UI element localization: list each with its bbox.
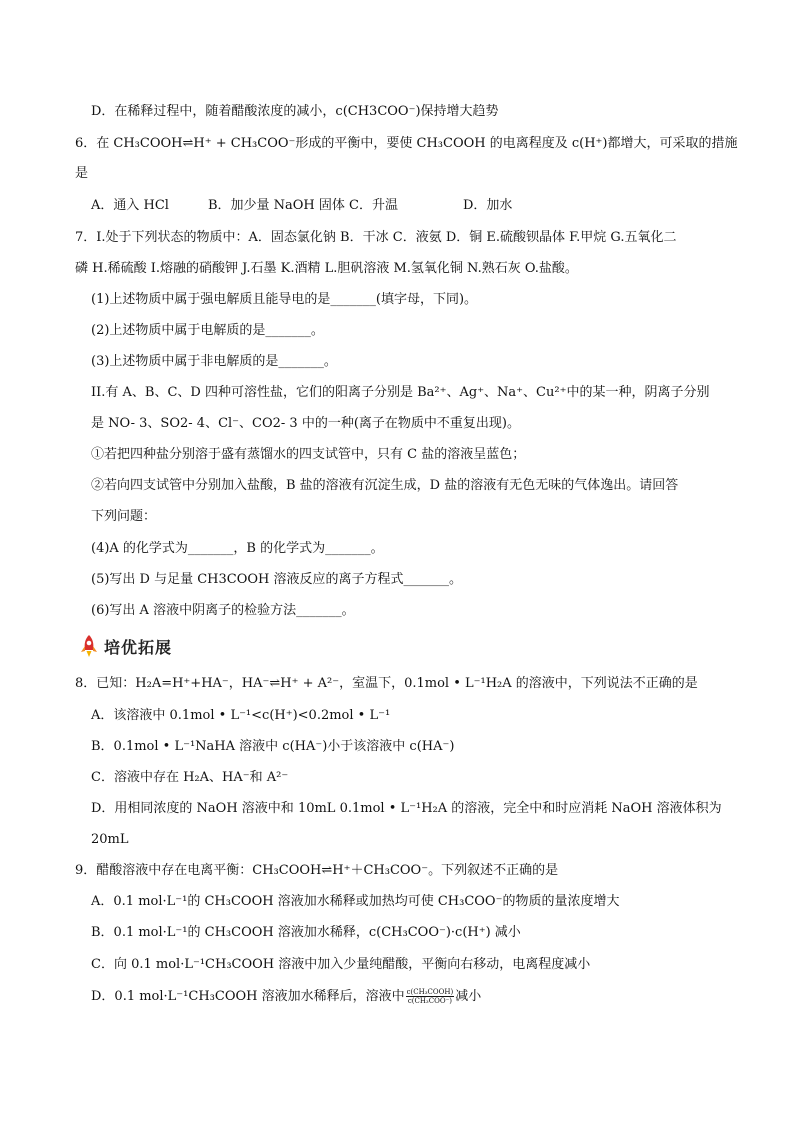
concentration-fraction [406, 988, 455, 1005]
section-banner-label: 培优拓展 [104, 637, 173, 657]
line-q8-option-a: A．该溶液中 0.1mol • L⁻¹<c(H⁺)<0.2mol • L⁻¹ [91, 708, 391, 723]
q9d-prefix: D．0.1 mol·L⁻¹CH₃COOH 溶液加水稀释后，溶液中 [91, 989, 405, 1004]
rocket-icon [78, 634, 100, 658]
line-q7b: 磷 H.稀硫酸 I.熔融的硝酸钾 J.石墨 K.酒精 L.胆矾溶液 M.氢氧化铜 N.熟石灰 O.盐酸。 [75, 261, 578, 276]
line-q7-cond2a: ②若向四支试管中分别加入盐酸，B 盐的溶液有沉淀生成，D 盐的溶液有无色无味的气体逸出。请回答 [91, 478, 679, 493]
line-q8-option-c: C．溶液中存在 H₂A、HA⁻和 A²⁻ [91, 770, 289, 785]
line-q7-cond2b: 下列问题： [91, 509, 157, 524]
line-q6a: 6．在 CH₃COOH⇌H⁺ + CH₃COO⁻形成的平衡中，要使 CH₃COOH 的电离程度及 c(H⁺)都增大，可采取的措施 [75, 136, 738, 151]
line-q9-option-a: A．0.1 mol·L⁻¹的 CH₃COOH 溶液加水稀释或加热均可使 CH₃COO⁻的物质的量浓度增大 [91, 894, 620, 909]
q9d-suffix: 减小 [455, 989, 482, 1004]
fraction-numerator: c(CH₃COOH) [406, 988, 454, 996]
line-q9-option-b: B．0.1 mol·L⁻¹的 CH₃COOH 溶液加水稀释，c(CH₃COO⁻)·c(H⁺) 减小 [91, 925, 521, 940]
line-q5d: D．在稀释过程中，随着醋酸浓度的减小，c(CH3COO⁻)保持增大趋势 [91, 104, 499, 119]
line-q8-option-b: B．0.1mol • L⁻¹NaHA 溶液中 c(HA⁻)小于该溶液中 c(HA⁻) [91, 739, 455, 754]
line-q7-cond1: ①若把四种盐分别溶于盛有蒸馏水的四支试管中，只有 C 盐的溶液呈蓝色； [91, 447, 526, 462]
line-q7-sub3: (3)上述物质中属于非电解质的是_______。 [91, 354, 337, 369]
fraction-denominator: c(CH₃COO⁻) [407, 997, 452, 1005]
line-q7-sub4: (4)A 的化学式为_______，B 的化学式为_______。 [91, 541, 384, 556]
line-q7-sub5: (5)写出 D 与足量 CH3COOH 溶液反应的离子方程式_______。 [91, 572, 463, 587]
line-q7-sub1: (1)上述物质中属于强电解质且能导电的是_______(填字母，下同)。 [91, 292, 478, 307]
line-q6-options: A．通入 HCl B．加少量 NaOH 固体 C．升温 D．加水 [91, 198, 513, 213]
line-q7a: 7．I.处于下列状态的物质中：A．固态氯化钠 B．干冰 C．液氨 D．铜 E.硫酸钡晶体 F.甲烷 G.五氧化二 [75, 230, 677, 245]
line-q9-option-c: C．向 0.1 mol·L⁻¹CH₃COOH 溶液中加入少量纯醋酸，平衡向右移动，电离程度减小 [91, 957, 591, 972]
line-q8-option-d2: 20mL [91, 832, 129, 847]
line-q9: 9．醋酸溶液中存在电离平衡：CH₃COOH⇌H⁺＋CH₃COO⁻。下列叙述不正确的是 [75, 863, 559, 878]
line-q7-sub2: (2)上述物质中属于电解质的是_______。 [91, 323, 324, 338]
line-q8-option-d1: D．用相同浓度的 NaOH 溶液中和 10mL 0.1mol • L⁻¹H₂A 的溶液，完全中和时应消耗 NaOH 溶液体积为 [91, 801, 722, 816]
line-q7-sub6: (6)写出 A 溶液中阴离子的检验方法_______。 [91, 603, 355, 618]
line-q8: 8．已知：H₂A=H⁺+HA⁻，HA⁻⇌H⁺ + A²⁻，室温下，0.1mol • L⁻¹H₂A 的溶液中，下列说法不正确的是 [75, 676, 698, 691]
line-q7-II-2: 是 NO- 3、SO2- 4、Cl⁻、CO2- 3 中的一种(离子在物质中不重复出现)。 [91, 416, 520, 431]
line-q6b: 是 [75, 166, 89, 181]
line-q9-option-d [91, 987, 751, 1007]
line-q7-II-1: II.有 A、B、C、D 四种可溶性盐，它们的阳离子分别是 Ba²⁺、Ag⁺、Na⁺、Cu²⁺中的某一种，阴离子分别 [91, 385, 710, 400]
section-banner [78, 634, 172, 658]
